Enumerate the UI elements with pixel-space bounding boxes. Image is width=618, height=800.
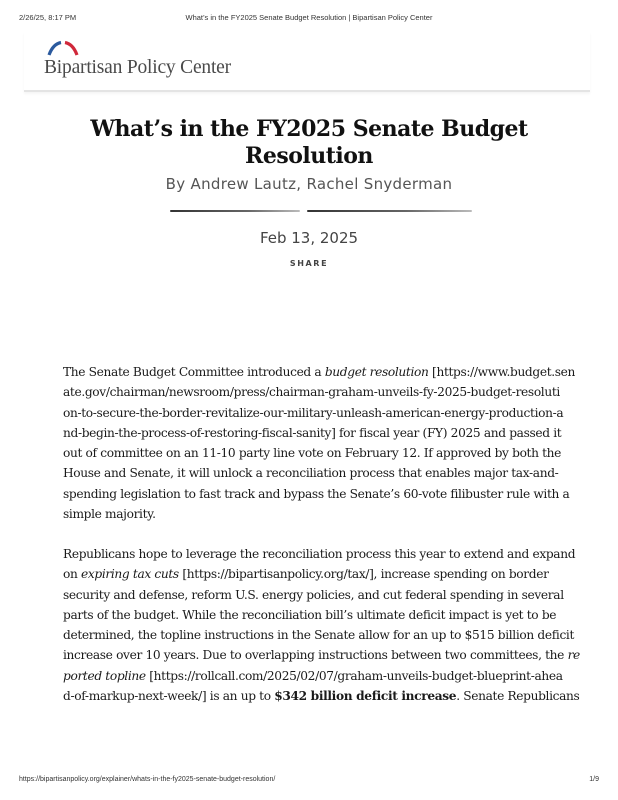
byline: By Andrew Lautz, Rachel Snyderman [165, 175, 453, 193]
paragraph-1 [63, 362, 576, 524]
text-line: simple majority. [63, 507, 156, 522]
site-logo[interactable] [44, 40, 244, 80]
paragraph-2 [63, 544, 580, 706]
text-line: determined, the topline instructions in the Senate allow for an up to $515 billion deficit [63, 628, 575, 643]
text-line: House and Senate, it will unlock a reconciliation process that enables major tax-and- [63, 466, 559, 481]
text-line: security and defense, reform U.S. energy policies, and cut federal spending in several [63, 587, 564, 602]
text: [https://www.budget.sen [428, 365, 576, 379]
text: on [63, 567, 82, 582]
print-url: https://bipartisanpolicy.org/explainer/whats-in-the-fy2025-senate-budget-resolution/ [19, 776, 276, 783]
expiring-tax-cuts-link[interactable]: expiring tax cuts [81, 567, 179, 582]
text: [https://bipartisanpolicy.org/tax/], increase spending on border [178, 567, 549, 582]
text-line: Republicans hope to leverage the reconciliation process this year to extend and expand [63, 547, 576, 561]
budget-resolution-link[interactable]: budget resolution [324, 365, 429, 379]
arch-logo-icon [46, 40, 82, 56]
text-line [63, 686, 580, 706]
text-line: out of committee on an 11-10 party line vote on February 12. If approved by both the [63, 446, 562, 461]
text: d-of-markup-next-week/] is an up to [63, 689, 275, 704]
print-page-title: What’s in the FY2025 Senate Budget Resolution | Bipartisan Policy Center [185, 13, 433, 22]
article-title [40, 116, 578, 170]
text-line [63, 564, 557, 584]
text-line: spending legislation to fast track and bypass the Senate’s 60-vote filibuster rule with a [63, 486, 570, 501]
print-datetime: 2/26/25, 8:17 PM [19, 13, 77, 22]
text-line: ate.gov/chairman/newsroom/press/chairman-graham-unveils-fy-2025-budget-resoluti [63, 385, 560, 400]
text-line: parts of the budget. While the reconciliation bill’s ultimate deficit impact is yet to be [63, 607, 557, 622]
share-button[interactable]: SHARE [289, 259, 329, 268]
text-line [63, 362, 576, 382]
text: The Senate Budget Committee introduced a [63, 365, 325, 379]
logo-text: Bipartisan Policy Center [44, 57, 231, 78]
page-number: 1/9 [589, 776, 599, 783]
text-line: nd-begin-the-process-of-restoring-fiscal-sanity] for fiscal year (FY) 2025 and passed it [63, 425, 562, 440]
divider-left [170, 210, 300, 212]
site-header [24, 32, 590, 92]
text-line: on-to-secure-the-border-revitalize-our-military-unleash-american-energy-production-a [63, 405, 564, 420]
text-line [63, 645, 580, 665]
reported-topline-link[interactable]: ported topline [63, 668, 146, 683]
divider-right [307, 210, 472, 212]
reported-topline-link[interactable]: re [567, 648, 580, 663]
text-line [63, 666, 563, 686]
text: increase over 10 years. Due to overlapping instructions between two committees, the [63, 648, 568, 663]
deficit-highlight: $342 billion deficit increase [274, 689, 457, 704]
text: . Senate Republicans [456, 689, 580, 704]
publish-date: Feb 13, 2025 [259, 229, 359, 247]
text: [https://rollcall.com/2025/02/07/graham-unveils-budget-blueprint-ahea [145, 668, 563, 683]
title-line-1: What’s in the FY2025 Senate Budget [90, 116, 528, 142]
title-line-2: Resolution [245, 143, 373, 169]
